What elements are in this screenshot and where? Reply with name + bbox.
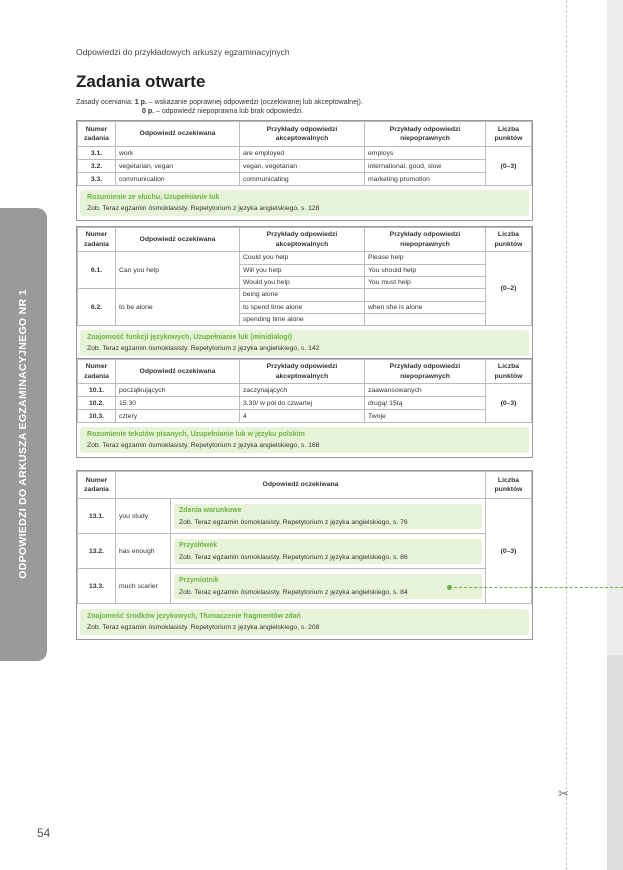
table-header-row (78, 228, 532, 252)
accepted-answers (240, 252, 365, 289)
accepted-answer: zaczynających (240, 384, 365, 397)
accepted-answers (240, 289, 365, 326)
task-number: 6.1. (78, 252, 116, 289)
accepted-answer: 3.30/ w pół do czwartej (240, 397, 365, 410)
expected-answer: Can you help (116, 252, 240, 289)
expected-answer: you study (116, 499, 171, 534)
accepted-answer: 4 (240, 410, 365, 423)
col-header-akceptowalne: Przykłady odpowiedzi akceptowalnych (240, 360, 365, 384)
task-number: 6.2. (78, 289, 116, 326)
table-row (78, 569, 532, 604)
col-header-niepoprawne: Przykłady odpowiedzi niepoprawnych (365, 228, 486, 252)
expected-answer: vegetarian, vegan (116, 160, 240, 173)
task-number: 10.1. (78, 384, 116, 397)
answer-block-2 (76, 226, 533, 361)
points-value: (0–3) (486, 384, 532, 423)
incorrect-answer: Please help (368, 254, 404, 261)
table-header-row (78, 122, 532, 147)
incorrect-answers (365, 252, 486, 289)
expected-answer: to be alone (116, 289, 240, 326)
incorrect-answer: drugą/ 15tą (365, 397, 486, 410)
skill-note (80, 330, 529, 356)
incorrect-answer (365, 289, 485, 301)
skill-note-reference: Zob. Teraz egzamin ósmoklasisty. Repetytorium z języka angielskiego, s. 168 (87, 442, 320, 449)
table-row (78, 289, 532, 326)
table-header-row (78, 472, 532, 499)
accepted-answer: Will you help (240, 264, 364, 276)
answer-table-3 (77, 359, 532, 423)
skill-note-title: Znajomość funkcji językowych, Uzupełnianie luk (minidialogi) (87, 334, 292, 341)
expected-answer: cztery (116, 410, 240, 423)
green-dashed-line (449, 587, 623, 588)
incorrect-answer: You should help (365, 264, 485, 276)
col-header-punkty: Liczba punktów (486, 122, 532, 147)
col-header-niepoprawne: Przykłady odpowiedzi niepoprawnych (365, 122, 486, 147)
accepted-answer: being alone (243, 291, 279, 298)
answer-block-1 (76, 120, 533, 221)
col-header-oczekiwana: Odpowiedź oczekiwana (116, 472, 486, 499)
rules-line-2 (142, 108, 303, 115)
skill-note-reference: Zob. Teraz egzamin ósmoklasisty. Repetytorium z języka angielskiego, s. 142 (87, 345, 320, 352)
grammar-reference-cell (171, 534, 486, 569)
skill-note (80, 427, 529, 453)
points-value: (0–3) (486, 147, 532, 186)
task-number: 10.2. (78, 397, 116, 410)
col-header-punkty: Liczba punktów (486, 360, 532, 384)
table-row (78, 499, 532, 534)
expected-answer: communication (116, 173, 240, 186)
skill-note-reference: Zob. Teraz egzamin ósmoklasisty. Repetytorium z języka angielskiego, s. 208 (87, 624, 320, 631)
accepted-answer: spending time alone (240, 313, 364, 325)
rules-0p: 0 p. (142, 108, 155, 115)
answer-table-2 (77, 227, 532, 326)
accepted-answer: Could you help (243, 254, 289, 261)
skill-note-title: Rozumienie tekstów pisanych, Uzupełnianie luk w języku polskim (87, 431, 305, 438)
skill-note (80, 190, 529, 216)
rules-0p-text: – odpowiedź niepoprawna lub brak odpowiedzi. (154, 108, 304, 115)
task-number: 13.3. (78, 569, 116, 604)
grammar-topic: Zdania warunkowe (179, 506, 242, 514)
col-header-numer: Numer zadania (78, 472, 116, 499)
task-number: 3.3. (78, 173, 116, 186)
expected-answer: much scarier (116, 569, 171, 604)
expected-answer: 15.30 (116, 397, 240, 410)
col-header-niepoprawne: Przykłady odpowiedzi niepoprawnych (365, 360, 486, 384)
accepted-answer: to spend time alone (240, 301, 364, 313)
grammar-reference (174, 539, 482, 564)
section-title: Zadania otwarte (76, 72, 206, 91)
grammar-reference-cell (171, 569, 486, 604)
running-title: Odpowiedzi do przykładowych arkuszy egzaminacyjnych (76, 47, 290, 57)
page-number: 54 (37, 826, 51, 840)
rules-1p-text: – wskazanie poprawnej odpowiedzi (oczekiwanej lub akceptowalnej). (146, 99, 363, 106)
incorrect-answers (365, 289, 486, 326)
answer-block-3 (76, 358, 533, 458)
grammar-reference (174, 504, 482, 529)
grammar-reference (174, 574, 482, 599)
points-value: (0–3) (486, 499, 532, 604)
grammar-reference-text: Zob. Teraz egzamin ósmoklasisty. Repetytorium z języka angielskiego, s. 86 (179, 553, 408, 561)
answer-block-4 (76, 470, 533, 640)
incorrect-answer: employs (365, 147, 486, 160)
col-header-numer: Numer zadania (78, 122, 116, 147)
skill-note (80, 609, 529, 635)
incorrect-answer: Twoje (365, 410, 486, 423)
task-number: 10.3. (78, 410, 116, 423)
grammar-reference-text: Zob. Teraz egzamin ósmoklasisty. Repetytorium z języka angielskiego, s. 76 (179, 518, 408, 526)
rules-1p: 1 p. (134, 99, 147, 106)
table-row (78, 384, 532, 397)
col-header-oczekiwana: Odpowiedź oczekiwana (116, 360, 240, 384)
page-edge-strip-dark (607, 655, 623, 870)
answer-table-1 (77, 121, 532, 186)
col-header-numer: Numer zadania (78, 360, 116, 384)
table-row (78, 410, 532, 423)
accepted-answer: Would you help (240, 276, 364, 288)
col-header-akceptowalne: Przykłady odpowiedzi akceptowalnych (240, 122, 365, 147)
answer-table-4 (77, 471, 532, 604)
incorrect-answer: You must help (365, 276, 485, 288)
points-value: (0–2) (486, 252, 532, 326)
col-header-numer: Numer zadania (78, 228, 116, 252)
col-header-akceptowalne: Przykłady odpowiedzi akceptowalnych (240, 228, 365, 252)
incorrect-answer: marketing promotion (365, 173, 486, 186)
table-row (78, 173, 532, 186)
expected-answer: work (116, 147, 240, 160)
table-row (78, 397, 532, 410)
col-header-oczekiwana: Odpowiedź oczekiwana (116, 228, 240, 252)
green-dot-marker (447, 585, 452, 590)
col-header-punkty: Liczba punktów (486, 472, 532, 499)
cut-line (566, 0, 567, 870)
side-tab-label: ODPOWIEDZI DO ARKUSZA EGZAMINACYJNEGO NR 1 (17, 289, 29, 579)
skill-note-title: Znajomość środków językowych, Tłumaczenie fragmentów zdań (87, 613, 301, 620)
incorrect-answer: zaawansowanych (365, 384, 486, 397)
grammar-topic: Przymiotnik (179, 576, 219, 584)
expected-answer: has enough (116, 534, 171, 569)
task-number: 3.2. (78, 160, 116, 173)
scissors-icon: ✂ (558, 786, 569, 801)
grammar-reference-text: Zob. Teraz egzamin ósmoklasisty. Repetytorium z języka angielskiego, s. 84 (179, 588, 408, 596)
accepted-answer: communicating (240, 173, 365, 186)
rules-prefix: Zasady oceniania: (76, 99, 133, 106)
grammar-topic: Przysłówek (179, 541, 218, 549)
task-number: 3.1. (78, 147, 116, 160)
task-number: 13.2. (78, 534, 116, 569)
table-header-row (78, 360, 532, 384)
table-row (78, 160, 532, 173)
table-row (78, 534, 532, 569)
task-number: 13.1. (78, 499, 116, 534)
incorrect-answer: when she is alone (365, 301, 485, 313)
grammar-reference-cell (171, 499, 486, 534)
expected-answer: początkujących (116, 384, 240, 397)
skill-note-reference: Zob. Teraz egzamin ósmoklasisty. Repetytorium z języka angielskiego, s. 128 (87, 205, 320, 212)
table-row (78, 252, 532, 289)
incorrect-answer: international, good, slow (365, 160, 486, 173)
col-header-punkty: Liczba punktów (486, 228, 532, 252)
rules-line-1 (76, 99, 363, 106)
table-row (78, 147, 532, 160)
skill-note-title: Rozumienie ze słuchu, Uzupełnianie luk (87, 194, 220, 201)
accepted-answer: vegan, vegetarian (240, 160, 365, 173)
accepted-answer: are employed (240, 147, 365, 160)
incorrect-answer (365, 313, 485, 325)
col-header-oczekiwana: Odpowiedź oczekiwana (116, 122, 240, 147)
